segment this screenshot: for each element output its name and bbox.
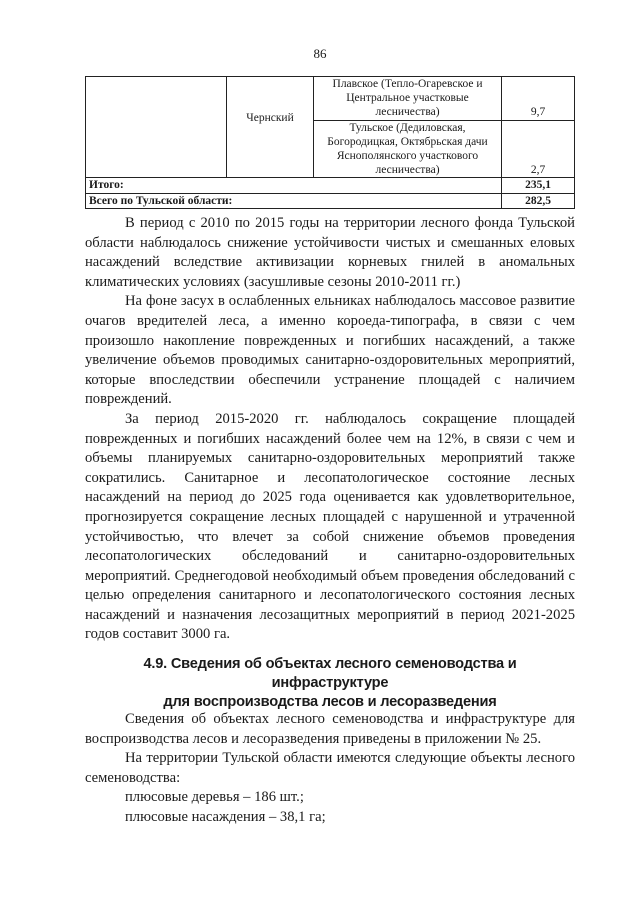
section-text [85, 710, 575, 828]
table-cell-area: Тульское (Дедиловская, Богородицкая, Октябрьская дачи Яснополянского участкового лесничества) [314, 120, 502, 178]
paragraph: За период 2015-2020 гг. наблюдалось сокращение площадей поврежденных и погибших насаждений более чем на 12%, в связи с чем и объемы планируемых санитарно-оздоровительных мероприятий также сократились. Санитарное и лесопатологическое состояние лесных насаждений на период до 2025 года оценивается как удовлетворительное, прогнозируется сокращение лесных площадей с нарушенной и утраченной устойчивостью, что влечет за собой снижение объемов проведения лесопатологических обследований и санитарно-оздоровительных мероприятий. Среднегодовой необходимый объем проведения обследований с целью определения санитарного и лесопатологического состояния лесных насаждений и назначения лесозащитных мероприятий в период 2021-2025 годов составит 3000 га. [85, 410, 575, 643]
total-label: Всего по Тульской области: [86, 193, 502, 208]
list-item: плюсовые деревья – 186 шт.; [125, 789, 304, 806]
subtotal-label: Итого: [86, 178, 502, 193]
table-cell-forestry: Чернский [227, 77, 314, 178]
paragraph: На территории Тульской области имеются следующие объекты лесного семеноводства: [85, 750, 575, 786]
table-cell-value: 9,7 [502, 77, 575, 121]
paragraph: В период с 2010 по 2015 годы на территории лесного фонда Тульской области наблюдалось снижение устойчивости чистых и смешанных еловых насаждений вследствие активизации корневых гнилей в аномальных климатических условиях (засушливые сезоны 2010-2011 гг.) [85, 215, 575, 290]
paragraph: На фоне засух в ослабленных ельниках наблюдалось массовое развитие очагов вредителей леса, а именно короеда-типографа, в связи с чем произошло накопление поврежденных и погибших насаждений, а также увеличение объемов проводимых санитарно-оздоровительных мероприятий, которые впоследствии обеспечили устранение площадей с наличием повреждений. [85, 293, 575, 408]
table-row [86, 77, 575, 121]
section-heading [85, 655, 575, 712]
body-text [85, 214, 575, 645]
table-total-row [86, 193, 575, 208]
page-number: 86 [313, 46, 327, 61]
table-cell-value: 2,7 [502, 120, 575, 178]
list-item: плюсовые насаждения – 38,1 га; [125, 808, 326, 825]
table-cell-area: Плавское (Тепло-Огаревское и Центральное участковые лесничества) [314, 77, 502, 121]
table-subtotal-row [86, 178, 575, 193]
section-heading-line: для воспроизводства лесов и лесоразведения [163, 694, 497, 710]
table-cell-district [86, 77, 227, 178]
paragraph: Сведения об объектах лесного семеноводства и инфраструктуре для воспроизводства лесов и лесоразведения приведены в приложении № 25. [85, 711, 575, 747]
section-heading-line: 4.9. Сведения об объектах лесного семеноводства и инфраструктуре [143, 656, 517, 691]
total-value: 282,5 [502, 193, 575, 208]
subtotal-value: 235,1 [502, 178, 575, 193]
forest-table [85, 76, 575, 209]
